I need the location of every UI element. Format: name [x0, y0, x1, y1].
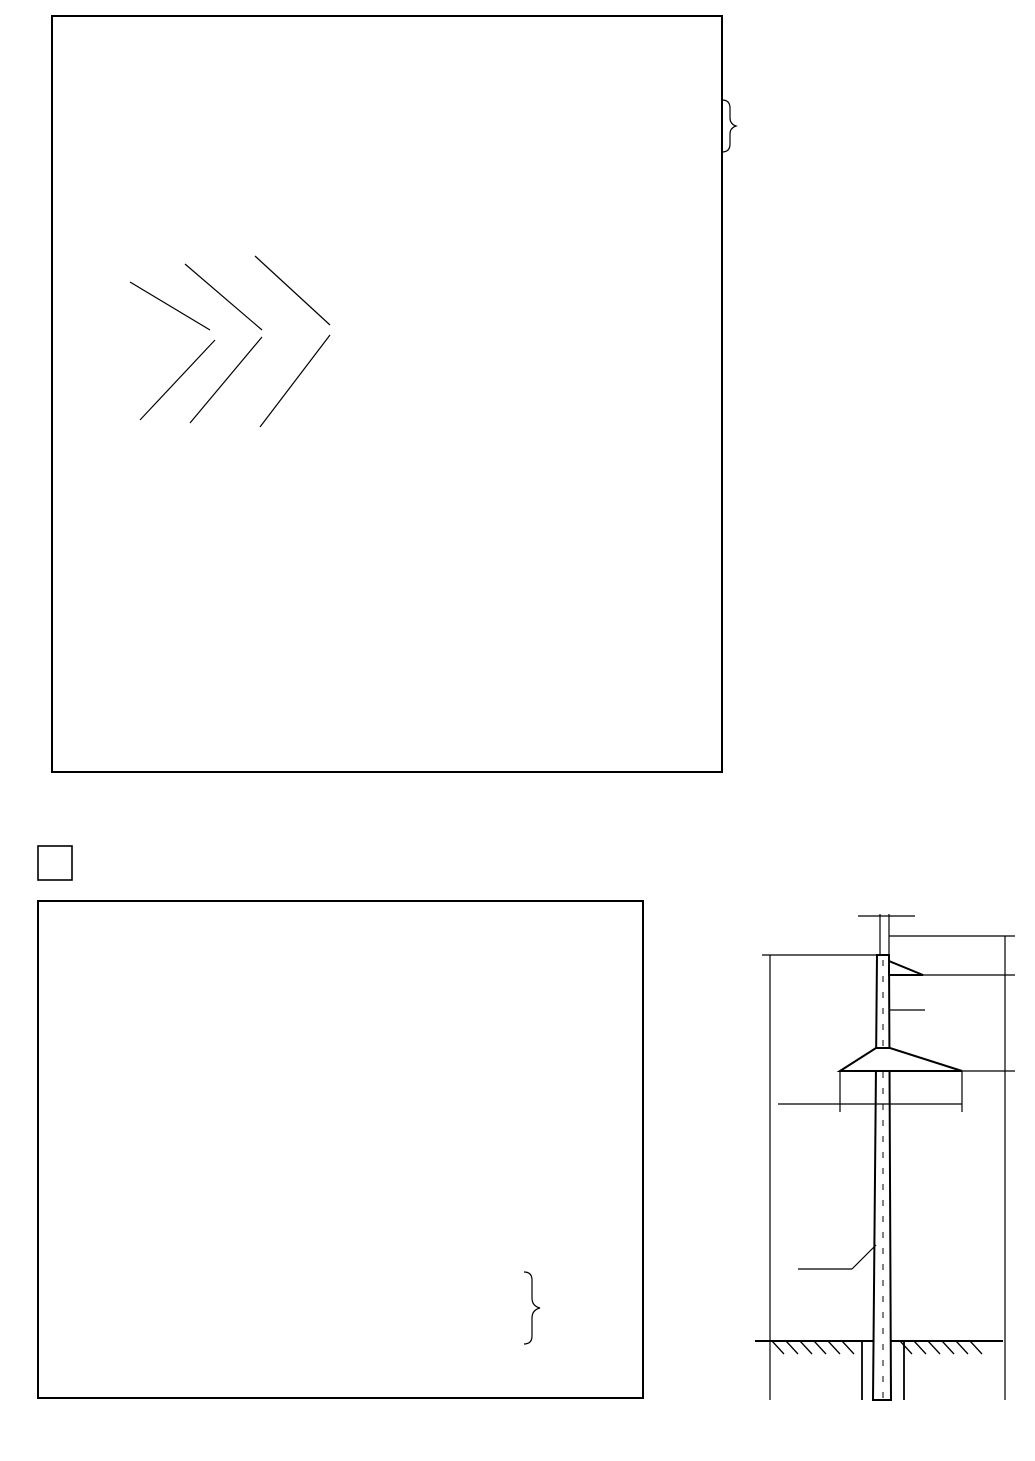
top-plot-frame [52, 16, 722, 772]
leader-a-lower [140, 340, 215, 420]
leader-a-upper [130, 282, 210, 330]
lower-crossarm [840, 1048, 962, 1071]
leader-v-lower [260, 335, 330, 427]
leader-b-upper [185, 264, 262, 330]
member-leader [852, 1245, 876, 1269]
top-chart [0, 0, 736, 772]
legend-backdrop [425, 1268, 525, 1358]
leader-v-upper [255, 256, 330, 325]
npr-legend [425, 1268, 540, 1358]
ng-brace [722, 100, 736, 152]
bottom-title-backdrop [44, 920, 264, 990]
leader-b-lower [190, 337, 262, 423]
legend-brace [524, 1272, 540, 1344]
pole [873, 955, 891, 1400]
top-crossarm [889, 961, 923, 975]
tower-drawing [755, 914, 1015, 1400]
panel-label-box [38, 846, 72, 880]
top-leader-lines [130, 256, 330, 427]
bottom-chart [38, 846, 643, 1398]
